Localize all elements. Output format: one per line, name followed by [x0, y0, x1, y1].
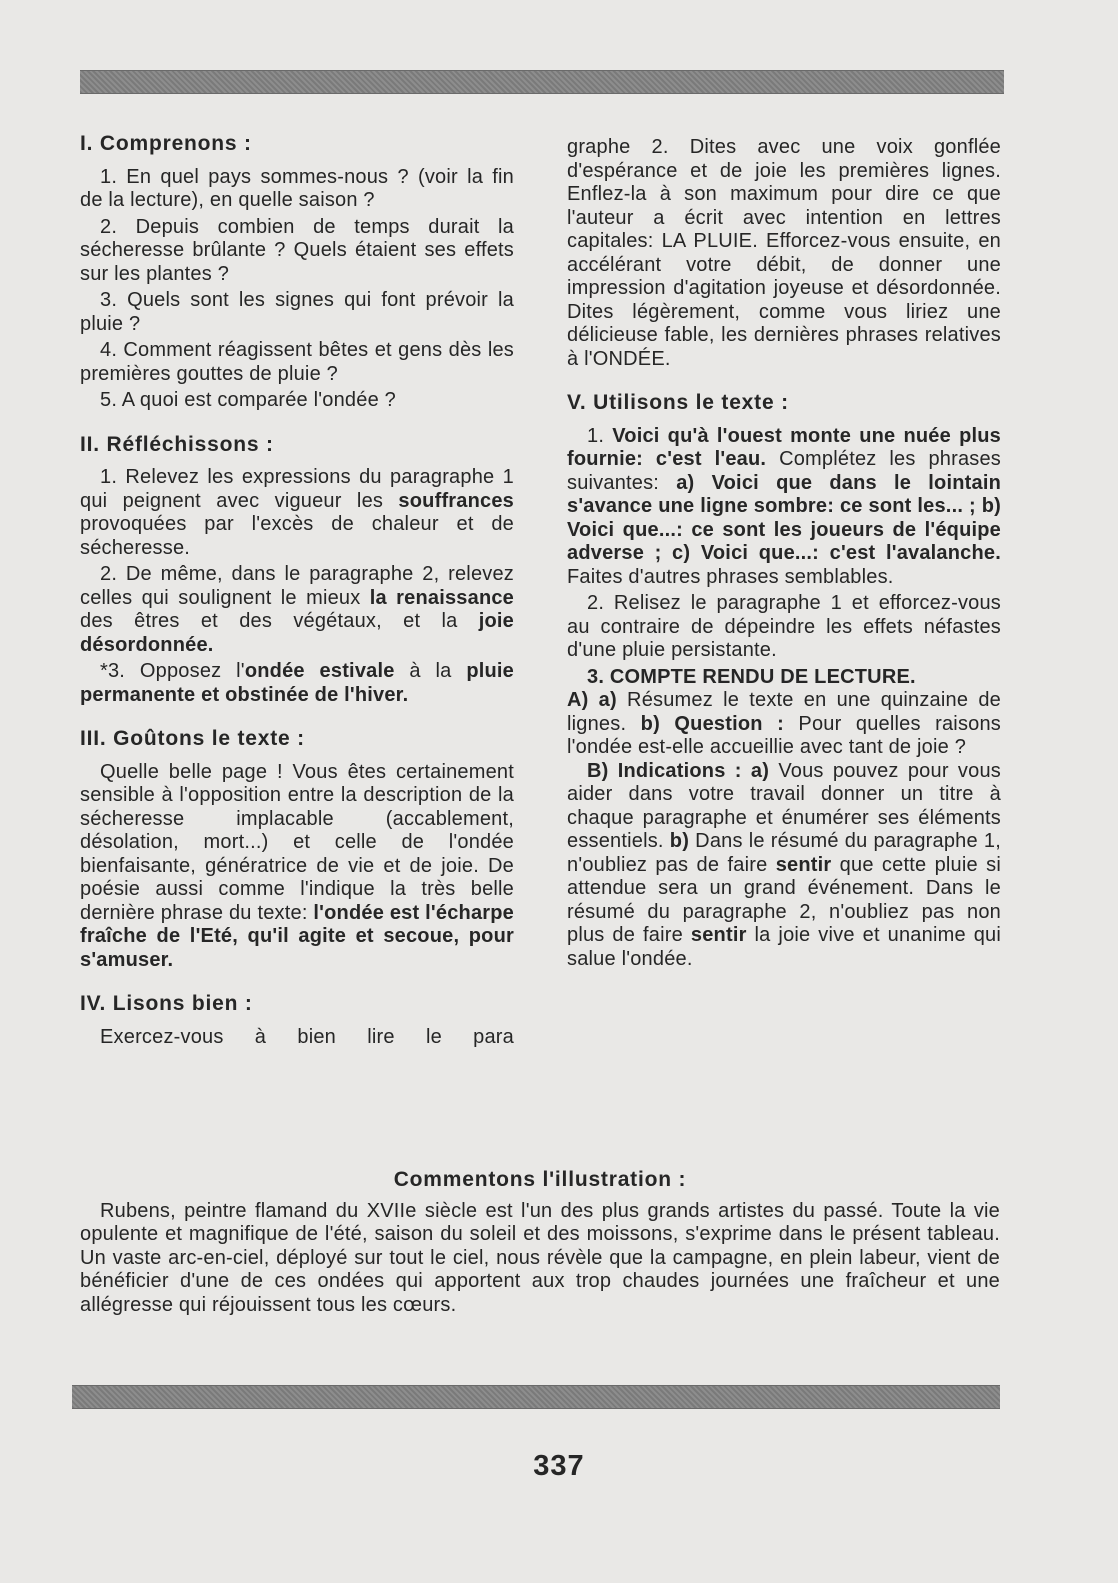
s4-paragraph-head: Exercez-vous à bien lire le para	[100, 1025, 514, 1048]
section-1-title: I. Comprenons :	[80, 132, 252, 155]
s2-question-3: *3. Opposez l'ondée estivale à la pluie permanente et obstinée de l'hiver.	[80, 660, 514, 706]
illustration-paragraph: Rubens, peintre flamand du XVIIe siècle est l'un des plus grands artistes du passé. Toute la vie opulente et magnifique de l'été, saison du soleil et des moissons, s'exprime dans le présent tableau. Un vaste arc-en-ciel, déployé sur tout le ciel, nous révèle que la campagne, en plein labeur, vient de bénéficier d'une de ces ondées qui apportent aux trop chaudes journées une fraîcheur et une allégresse qui réjouissent tous les cœurs.	[80, 1199, 1000, 1316]
s1-question-4: 4. Comment réagissent bêtes et gens dès les premières gouttes de pluie ?	[80, 339, 514, 385]
s5-question-3-a: A) a) Résumez le texte en une quinzaine de lignes. b) Question : Pour quelles raisons l'ondée est-elle accueillie avec tant de joie ?	[567, 689, 1001, 758]
section-3-title: III. Goûtons le texte :	[80, 727, 305, 750]
s4-paragraph-visible: graphe 2. Dites avec une voix gonflée d'espérance et de joie les premières lignes. Enflez-la à son maximum pour dire ce que l'auteur a écrit avec intention en lettres capitales: LA PLUIE. Efforcez-vous ensuite, en accélérant votre débit, de donner une impression d'agitation joyeuse et désordonnée. Dites légèrement, comme vous liriez une délicieuse fable, les dernières phrases relatives à l'ONDÉE.	[567, 136, 1001, 370]
right-column	[567, 136, 1001, 971]
left-column	[80, 132, 514, 1049]
s2-question-1: 1. Relevez les expressions du paragraphe 1 qui peignent avec vigueur les souffrances provoquées par l'excès de chaleur et de sécheresse.	[80, 466, 514, 559]
s5-question-3-b: B) Indications : a) Vous pouvez pour vous aider dans votre travail donner un titre à chaque paragraphe et énumérer ses éléments essentiels. b) Dans le résumé du paragraphe 1, n'oubliez pas de faire sentir que cette pluie si attendue sera un grand événement. Dans le résumé du paragraphe 2, n'oubliez pas non plus de faire sentir la joie vive et unanime qui salue l'ondée.	[567, 759, 1002, 970]
bottom-divider-bar	[72, 1385, 1000, 1409]
s1-question-1: 1. En quel pays sommes-nous ? (voir la fin de la lecture), en quelle saison ?	[80, 165, 514, 211]
s1-question-3: 3. Quels sont les signes qui font prévoir la pluie ?	[80, 289, 514, 335]
s2-question-2: 2. De même, dans le paragraphe 2, relevez celles qui soulignent le mieux la renaissance des êtres et des végétaux, et la joie désordonnée.	[80, 563, 515, 656]
top-divider-bar	[80, 70, 1004, 94]
section-2-title: II. Réfléchissons :	[80, 432, 274, 456]
illustration-section	[80, 1168, 1000, 1317]
section-4-title: IV. Lisons bien :	[80, 992, 253, 1015]
page-number: 337	[533, 1450, 585, 1482]
s5-question-3-title: 3. COMPTE RENDU DE LECTURE.	[587, 665, 916, 688]
illustration-title: Commentons l'illustration :	[393, 1168, 687, 1191]
s5-question-2: 2. Relisez le paragraphe 1 et efforcez-vous au contraire de dépeindre les effets néfastes d'une pluie persistante.	[567, 592, 1001, 661]
s3-paragraph: Quelle belle page ! Vous êtes certainement sensible à l'opposition entre la description de la sécheresse implacable (accablement, désolation, mort...) et celle de l'ondée bienfaisante, génératrice de vie et de joie. De poésie aussi comme l'indique la très belle dernière phrase du texte: l'ondée est l'écharpe fraîche de l'Eté, qu'il agite et secoue, pour s'amuser.	[80, 760, 514, 971]
section-5-title: V. Utilisons le texte :	[567, 391, 789, 414]
s5-question-1: 1. Voici qu'à l'ouest monte une nuée plus fournie: c'est l'eau. Complétez les phrases suivantes: a) Voici que dans le lointain s'avance une ligne sombre: ce sont les... ; b) Voici que...: ce sont les joueurs de l'équipe adverse ; c) Voici que...: c'est l'avalanche. Faites d'autres phrases semblables.	[567, 424, 1001, 588]
s1-question-5: 5. A quoi est comparée l'ondée ?	[100, 389, 396, 411]
s1-question-2: 2. Depuis combien de temps durait la sécheresse brûlante ? Quels étaient ses effets sur les plantes ?	[80, 215, 514, 285]
